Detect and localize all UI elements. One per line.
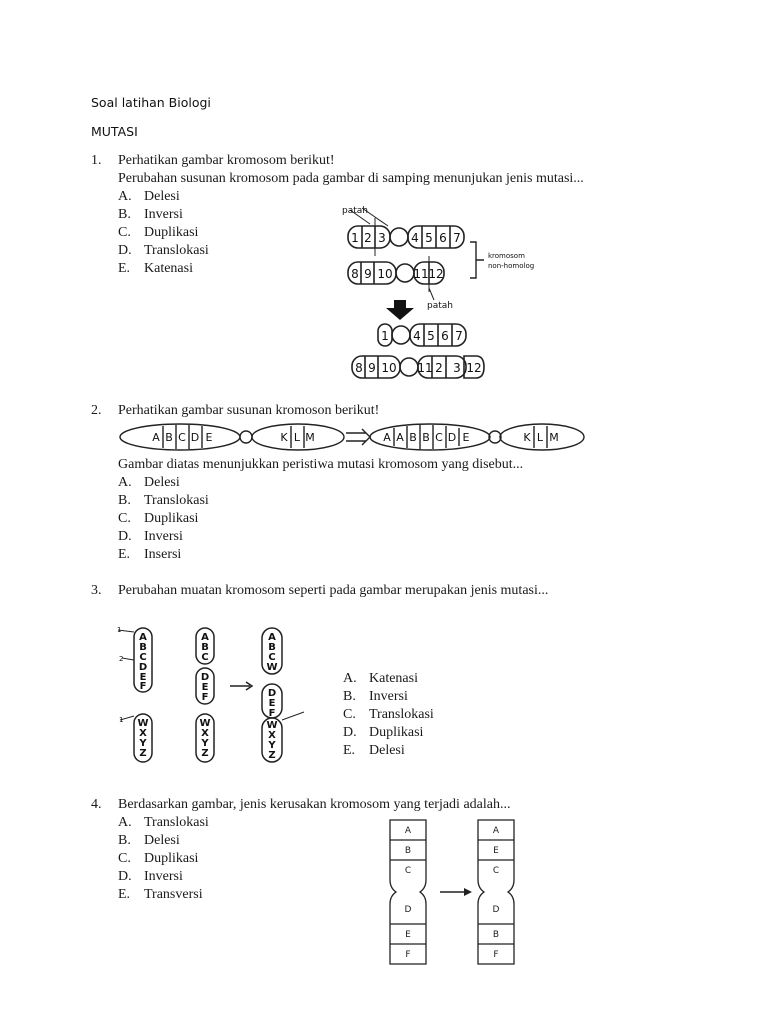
answer-option: D. Duplikasi (343, 725, 424, 740)
question-text: Perubahan susunan kromosom pada gambar di samping menunjukan jenis mutasi... (118, 171, 584, 186)
bracket-label: kromosom (488, 252, 525, 260)
topic-heading: MUTASI (91, 124, 138, 139)
break-label: patah (427, 301, 453, 311)
gene-label: 4 (411, 231, 419, 245)
gene-label: 6 (441, 329, 449, 343)
gene-label: 11 (417, 361, 433, 375)
gene-label: E (405, 930, 411, 940)
gene-label: 12 (428, 267, 444, 281)
gene-label: C (178, 431, 186, 444)
answer-option: E. Insersi (118, 547, 182, 562)
gene-label: D (200, 672, 210, 683)
gene-label: 1 (351, 231, 359, 245)
question-number: 1. (91, 153, 102, 168)
document-title: Soal latihan Biologi (91, 95, 211, 110)
gene-label: D (492, 905, 500, 915)
gene-label: F (405, 950, 411, 960)
gene-label: Z (201, 748, 209, 759)
gene-label: 12 (466, 361, 482, 375)
gene-label: F (268, 708, 276, 719)
break-marker: 1 (119, 716, 124, 724)
gene-label: D (138, 662, 148, 673)
gene-label: B (201, 642, 209, 653)
gene-label: B (409, 431, 417, 444)
chromosome-translocation-figure (330, 196, 560, 388)
gene-label: W (266, 662, 278, 673)
gene-label: M (305, 431, 315, 444)
gene-label: F (493, 950, 499, 960)
question-number: 2. (91, 403, 102, 418)
answer-option: C. Translokasi (343, 707, 434, 722)
gene-label: C (435, 431, 443, 444)
break-label: patah (342, 206, 368, 216)
gene-label: A (201, 632, 209, 643)
gene-label: 9 (364, 267, 372, 281)
answer-option: A. Delesi (118, 475, 180, 490)
gene-label: K (523, 431, 531, 444)
gene-label: Z (268, 750, 276, 761)
gene-label: X (268, 730, 276, 741)
gene-label: 7 (453, 231, 461, 245)
gene-label: 1 (381, 329, 389, 343)
question-number: 4. (91, 797, 102, 812)
gene-label: A (492, 826, 500, 836)
answer-option: C. Duplikasi (118, 511, 199, 526)
answer-option: A. Delesi (118, 189, 180, 204)
gene-label: C (492, 866, 500, 876)
bracket-label: non-homolog (488, 262, 535, 270)
gene-label: A (383, 431, 391, 444)
gene-label: W (266, 720, 278, 731)
gene-label: C (201, 652, 209, 663)
gene-label: E (493, 846, 499, 856)
gene-label: 5 (427, 329, 435, 343)
gene-label: F (139, 681, 147, 692)
gene-label: Y (268, 740, 276, 751)
gene-label: C (139, 652, 147, 663)
gene-label: B (404, 846, 412, 856)
gene-label: W (199, 718, 211, 729)
gene-label: M (549, 431, 559, 444)
answer-option: E. Katenasi (118, 261, 193, 276)
gene-label: A (268, 632, 276, 643)
question-text: Perubahan muatan kromosom seperti pada gambar merupakan jenis mutasi... (118, 583, 549, 598)
gene-label: Z (139, 748, 147, 759)
gene-label: 8 (351, 267, 359, 281)
gene-label: K (280, 431, 288, 444)
gene-label: 11 (413, 267, 429, 281)
answer-option: E. Transversi (118, 887, 203, 902)
gene-label: B (492, 930, 500, 940)
question-text: Perhatikan gambar susunan kromoson berikut! (118, 403, 380, 418)
gene-label: 9 (368, 361, 376, 375)
gene-label: E (201, 682, 209, 693)
gene-label: Y (139, 738, 147, 749)
gene-label: E (139, 672, 147, 683)
chromosome-translocation-figure (114, 624, 310, 768)
gene-label: F (201, 692, 209, 703)
gene-label: X (139, 728, 147, 739)
answer-option: C. Duplikasi (118, 225, 199, 240)
gene-label: 6 (439, 231, 447, 245)
gene-label: 2 (364, 231, 372, 245)
gene-label: C (404, 866, 412, 876)
gene-label: L (293, 431, 301, 444)
gene-label: 5 (425, 231, 433, 245)
chromosome-duplication-figure (118, 420, 588, 454)
question-text: Gambar diatas menunjukkan peristiwa mutasi kromosom yang disebut... (118, 457, 524, 472)
gene-label: E (462, 431, 470, 444)
break-marker: 1 (117, 626, 122, 634)
gene-label: B (165, 431, 173, 444)
gene-label: A (404, 826, 412, 836)
gene-label: E (268, 698, 276, 709)
question-text: Berdasarkan gambar, jenis kerusakan kromosom yang terjadi adalah... (118, 797, 511, 812)
answer-option: A. Katenasi (343, 671, 418, 686)
gene-label: A (139, 632, 147, 643)
answer-option: C. Duplikasi (118, 851, 199, 866)
question-text: Perhatikan gambar kromosom berikut! (118, 153, 335, 168)
gene-label: A (396, 431, 404, 444)
answer-option: D. Translokasi (118, 243, 209, 258)
break-marker: 2 (119, 655, 124, 663)
gene-label: 10 (381, 361, 397, 375)
gene-label: 7 (455, 329, 463, 343)
gene-label: W (137, 718, 149, 729)
answer-option: D. Inversi (118, 529, 183, 544)
gene-label: D (447, 431, 457, 444)
chromosome-inversion-figure (386, 816, 522, 966)
answer-option: B. Inversi (118, 207, 183, 222)
gene-label: X (201, 728, 209, 739)
gene-label: L (536, 431, 544, 444)
gene-label: Y (201, 738, 209, 749)
answer-option: D. Inversi (118, 869, 183, 884)
answer-option: A. Translokasi (118, 815, 209, 830)
gene-label: D (404, 905, 412, 915)
gene-label: E (205, 431, 213, 444)
gene-label: 3 (453, 361, 461, 375)
answer-option: E. Delesi (343, 743, 405, 758)
answer-option: B. Inversi (343, 689, 408, 704)
gene-label: D (190, 431, 200, 444)
gene-label: 2 (435, 361, 443, 375)
gene-label: C (268, 652, 276, 663)
gene-label: B (139, 642, 147, 653)
gene-label: 8 (355, 361, 363, 375)
answer-option: B. Translokasi (118, 493, 209, 508)
question-number: 3. (91, 583, 102, 598)
gene-label: B (268, 642, 276, 653)
gene-label: A (152, 431, 160, 444)
gene-label: B (422, 431, 430, 444)
gene-label: 3 (378, 231, 386, 245)
answer-option: B. Delesi (118, 833, 180, 848)
gene-label: 4 (413, 329, 421, 343)
gene-label: 10 (377, 267, 393, 281)
gene-label: D (267, 688, 277, 699)
